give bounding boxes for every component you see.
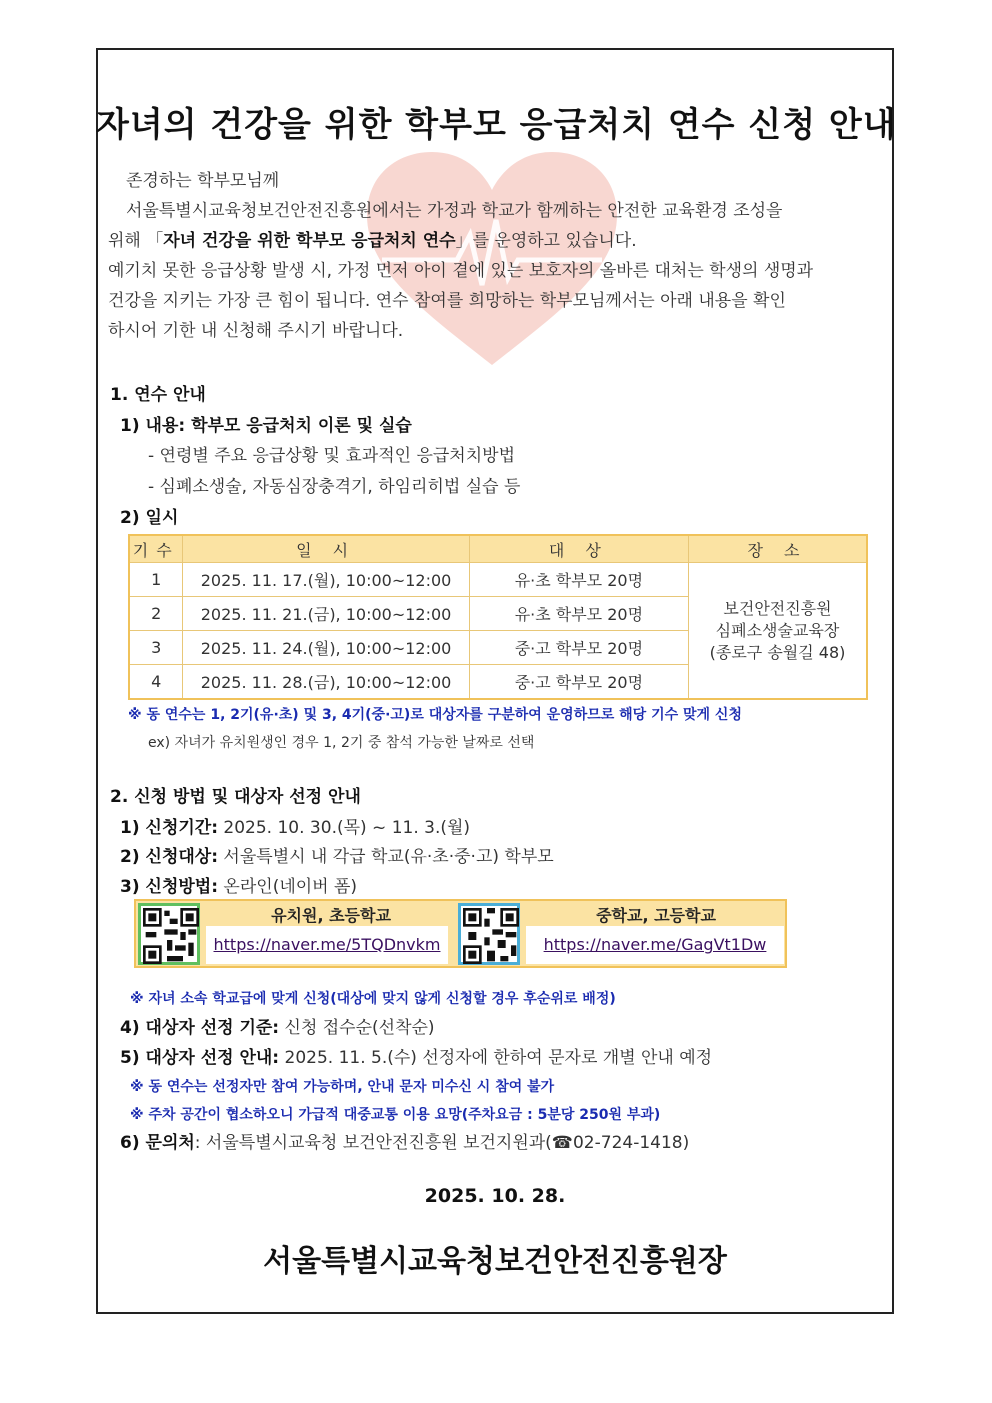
form-link-2[interactable]: https://naver.me/GagVt1Dw: [526, 926, 784, 964]
contact-label: 6) 문의처: [120, 1133, 195, 1153]
method-row: [120, 872, 357, 897]
period-value: 2025. 10. 30.(목) ~ 11. 3.(월): [223, 818, 471, 838]
header-no: 기수: [129, 535, 183, 563]
section1-heading: 1. 연수 안내: [110, 385, 206, 405]
greeting: 존경하는 학부모님께: [126, 171, 280, 191]
intro-line-3: 예기치 못한 응급상황 발생 시, 가정 먼저 아이 곁에 있는 보호자의 올바른 대처는 학생의 생명과: [108, 261, 814, 281]
row-date: 2025. 11. 24.(월), 10:00~12:00: [183, 631, 469, 665]
row-date: 2025. 11. 21.(금), 10:00~12:00: [183, 597, 469, 631]
target-label: 2) 신청대상:: [120, 847, 219, 867]
section1-note: ※ 동 연수는 1, 2기(유·초) 및 3, 4기(중·고)로 대상자를 구분하여 운영하므로 해당 기수 맞게 신청: [128, 707, 742, 723]
contact-value: : 서울특별시교육청 보건안전진흥원 보건지원과(☎02-724-1418): [194, 1133, 690, 1153]
header-target: 대 상: [469, 535, 688, 563]
row-no: 3: [129, 631, 183, 665]
intro-line-5: 하시어 기한 내 신청해 주시기 바랍니다.: [108, 321, 404, 341]
contact-row: [120, 1128, 689, 1153]
schedule-table: [128, 534, 868, 700]
place-line-2: 심폐소생술교육장: [715, 620, 840, 640]
section2-note-1: ※ 자녀 소속 학교급에 맞게 신청(대상에 맞지 않게 신청할 경우 후순위로 배정): [130, 991, 616, 1007]
criteria-row: [120, 1013, 435, 1038]
section1-example: ex) 자녀가 유치원생인 경우 1, 2기 중 참석 가능한 날짜로 선택: [148, 735, 535, 751]
criteria-label: 4) 대상자 선정 기준:: [120, 1018, 280, 1038]
table-row: [129, 563, 867, 597]
period-label: 1) 신청기간:: [120, 818, 219, 838]
place-line-1: 보건안전진흥원: [723, 598, 832, 618]
header-date: 일 시: [183, 535, 469, 563]
method-label: 3) 신청방법:: [120, 877, 219, 897]
content-label: 1) 내용: 학부모 응급처치 이론 및 실습: [120, 416, 412, 436]
qr-code-icon[interactable]: [458, 903, 520, 965]
row-no: 4: [129, 665, 183, 700]
period-row: [120, 813, 470, 838]
notice-row: [120, 1043, 712, 1068]
schedule-label: 2) 일시: [120, 508, 179, 528]
place-cell: [689, 563, 867, 700]
intro-line-2-post: 」를 운영하고 있습니다.: [455, 231, 637, 251]
row-date: 2025. 11. 28.(금), 10:00~12:00: [183, 665, 469, 700]
intro-line-2-pre: 위해 「: [108, 231, 164, 251]
section2-note-3: ※ 주차 공간이 협소하오니 가급적 대중교통 이용 요망(주차요금 : 5분당 250원 부과): [130, 1107, 661, 1123]
qr-label-1: 유치원, 초등학교: [271, 906, 391, 925]
page-title: 자녀의 건강을 위한 학부모 응급처치 연수 신청 안내: [96, 105, 897, 145]
content-bullet-2: - 심폐소생술, 자동심장충격기, 하임리히법 실습 등: [148, 477, 521, 497]
form-link-1[interactable]: https://naver.me/5TQDnvkm: [206, 926, 448, 964]
header-place: 장 소: [689, 535, 867, 563]
program-name: 자녀 건강을 위한 학부모 응급처치 연수: [163, 231, 456, 251]
criteria-value: 신청 접수순(선착순): [284, 1018, 435, 1038]
intro-paragraph: [108, 166, 883, 346]
intro-line-4: 건강을 지키는 가장 큰 힘이 됩니다. 연수 참여를 희망하는 학부모님께서는 아래 내용을 확인: [108, 291, 786, 311]
signature: 서울특별시교육청보건안전진흥원장: [263, 1244, 727, 1279]
target-value: 서울특별시 내 각급 학교(유·초·중·고) 학부모: [223, 847, 554, 867]
intro-line-1: 서울특별시교육청보건안전진흥원에서는 가정과 학교가 함께하는 안전한 교육환경 조성을: [126, 201, 783, 221]
notice-value: 2025. 11. 5.(수) 선정자에 한하여 문자로 개별 안내 예정: [284, 1048, 713, 1068]
section2-note-2: ※ 동 연수는 선정자만 참여 가능하며, 안내 문자 미수신 시 참여 불가: [130, 1079, 555, 1095]
qr-code-icon[interactable]: [138, 903, 200, 965]
qr-label-2: 중학교, 고등학교: [596, 906, 716, 925]
method-value: 온라인(네이버 폼): [223, 877, 358, 897]
row-target: 유·초 학부모 20명: [469, 563, 688, 597]
target-row: [120, 842, 554, 867]
row-no: 2: [129, 597, 183, 631]
row-target: 중·고 학부모 20명: [469, 631, 688, 665]
notice-label: 5) 대상자 선정 안내:: [120, 1048, 280, 1068]
row-no: 1: [129, 563, 183, 597]
place-line-3: (종로구 송월길 48): [709, 642, 846, 662]
document-date: 2025. 10. 28.: [424, 1185, 566, 1207]
table-header-row: [129, 535, 867, 563]
content-bullet-1: - 연령별 주요 응급상황 및 효과적인 응급처치방법: [148, 446, 515, 466]
section2-heading: 2. 신청 방법 및 대상자 선정 안내: [110, 787, 361, 807]
intro-line-2: [108, 226, 883, 256]
row-target: 유·초 학부모 20명: [469, 597, 688, 631]
row-date: 2025. 11. 17.(월), 10:00~12:00: [183, 563, 469, 597]
qr-box: [134, 899, 787, 968]
row-target: 중·고 학부모 20명: [469, 665, 688, 700]
